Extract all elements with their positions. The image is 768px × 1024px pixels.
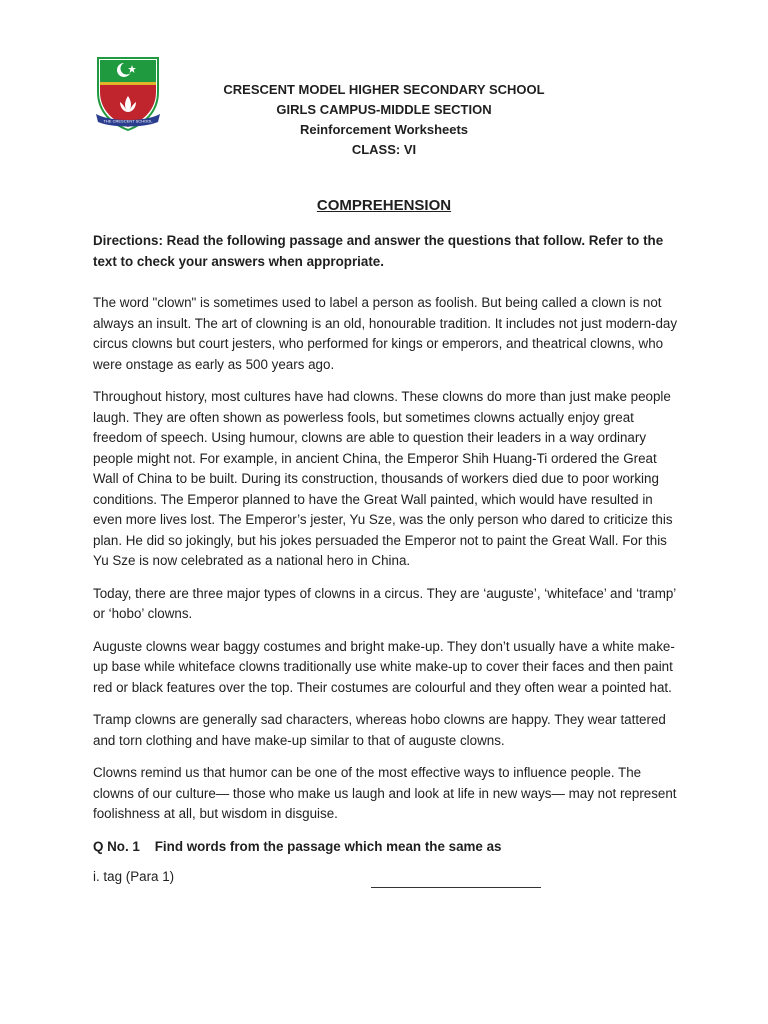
question-1-item-1 <box>93 867 683 888</box>
question-1-number: Q No. 1 <box>93 838 140 854</box>
passage-paragraph-6: Clowns remind us that humor can be one of the most effective ways to influence people. The clowns of our culture— those who make us laugh and look at life in new ways— may not represent foolishness at all, but wisdom in disguise. <box>93 765 677 821</box>
class-label: CLASS: VI <box>351 142 417 157</box>
document-header <box>0 80 768 160</box>
question-1-text: Find words from the passage which mean the same as <box>154 838 502 854</box>
worksheet-label: Reinforcement Worksheets <box>299 122 469 137</box>
school-name: CRESCENT MODEL HIGHER SECONDARY SCHOOL <box>223 82 545 97</box>
campus-name: GIRLS CAMPUS-MIDDLE SECTION <box>276 102 492 117</box>
answer-blank-line[interactable] <box>371 871 541 888</box>
question-1-item-1-prompt: i. tag (Para 1) <box>93 869 175 884</box>
worksheet-content <box>93 231 683 888</box>
passage-paragraph-3: Today, there are three major types of clowns in a circus. They are ‘auguste’, ‘whiteface’ and ‘tramp’ or ‘hobo’ clowns. <box>93 585 676 621</box>
directions-text: Directions: Read the following passage and answer the questions that follow. Refer to the text to check your answers when appropriate. <box>93 233 664 269</box>
crest-motto: THE CRESCENT SCHOOL <box>103 118 153 124</box>
question-1-heading <box>93 837 683 858</box>
passage-paragraph-1: The word "clown" is sometimes used to label a person as foolish. But being called a clown is not always an insult. The art of clowning is an old, honourable tradition. It includes not just modern-day circus clowns but court jesters, who performed for kings or emperors, and theatrical clowns, who were onstage as early as 500 years ago. <box>93 295 678 372</box>
passage-paragraph-4: Auguste clowns wear baggy costumes and bright make-up. They don’t usually have a white make-up base while whiteface clowns traditionally use white make-up to cover their faces and then paint red or black features over the top. Their costumes are colourful and they often wear a pointed hat. <box>93 638 675 695</box>
passage-paragraph-2: Throughout history, most cultures have had clowns. These clowns do more than just make people laugh. They are often shown as powerless fools, but sometimes clowns actually enjoy great freedom of speech. Using humour, clowns are able to question their leaders in a way ordinary people might not. For example, in ancient China, the Emperor Shih Huang-Ti ordered the Great Wall of China to be built. During its construction, thousands of workers died due to poor working conditions. The Emperor planned to have the Great Wall painted, which would have resulted in even more lives lost. The Emperor’s jester, Yu Sze, was the only person who dared to criticize this plan. He did so jokingly, but his jokes persuaded the Emperor not to paint the Great Wall. For this Yu Sze is now celebrated as a national hero in China. <box>93 389 673 568</box>
passage-paragraph-5: Tramp clowns are generally sad characters, whereas hobo clowns are happy. They wear tattered and torn clothing and have make-up similar to that of auguste clowns. <box>93 712 666 748</box>
section-title: COMPREHENSION <box>316 197 452 214</box>
